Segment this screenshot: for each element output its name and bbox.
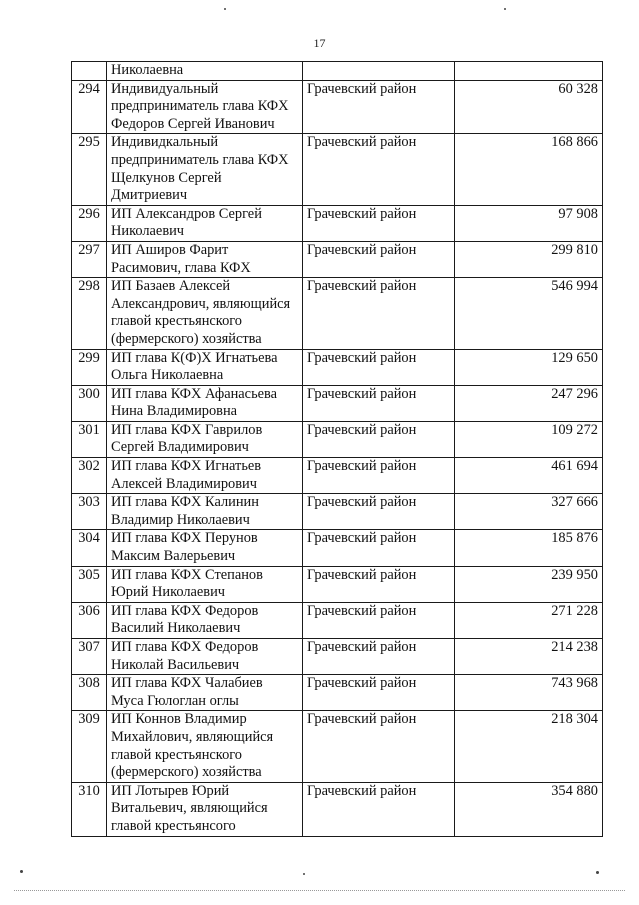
recipient-name-cell: ИП Коннов Владимир Михайлович, являющийся главой крестьянского (фермерского) хозяйства — [107, 711, 303, 782]
district-cell: Грачевский район — [303, 80, 455, 134]
row-number-cell: 307 — [72, 639, 107, 675]
table-row — [72, 711, 603, 782]
row-number-cell: 305 — [72, 566, 107, 602]
recipient-name-cell: Николаевна — [107, 62, 303, 81]
row-number-cell: 304 — [72, 530, 107, 566]
table-row — [72, 241, 603, 277]
recipient-name-cell: ИП Аширов Фарит Расимович, глава КФХ — [107, 241, 303, 277]
table-row — [72, 675, 603, 711]
table-row — [72, 205, 603, 241]
table-row — [72, 349, 603, 385]
row-number-cell: 301 — [72, 421, 107, 457]
scan-artifact-dot — [596, 871, 599, 874]
amount-cell: 214 238 — [455, 639, 603, 675]
district-cell: Грачевский район — [303, 421, 455, 457]
row-number-cell — [72, 62, 107, 81]
amount-cell: 546 994 — [455, 278, 603, 349]
table-row — [72, 639, 603, 675]
amount-cell: 271 228 — [455, 602, 603, 638]
table-row — [72, 134, 603, 205]
district-cell: Грачевский район — [303, 602, 455, 638]
row-number-cell: 309 — [72, 711, 107, 782]
row-number-cell: 298 — [72, 278, 107, 349]
amount-cell: 218 304 — [455, 711, 603, 782]
district-cell: Грачевский район — [303, 639, 455, 675]
row-number-cell: 302 — [72, 458, 107, 494]
table-row-continued — [72, 62, 603, 81]
district-cell: Грачевский район — [303, 711, 455, 782]
registry-table — [71, 61, 603, 837]
scan-artifact-dot — [224, 8, 226, 10]
recipient-name-cell: ИП глава КФХ Степанов Юрий Николаевич — [107, 566, 303, 602]
recipient-name-cell: ИП глава КФХ Афанасьева Нина Владимировна — [107, 385, 303, 421]
amount-cell: 461 694 — [455, 458, 603, 494]
amount-cell: 129 650 — [455, 349, 603, 385]
amount-cell: 327 666 — [455, 494, 603, 530]
row-number-cell: 310 — [72, 782, 107, 836]
recipient-name-cell: ИП глава КФХ Чалабиев Муса Гюлоглан оглы — [107, 675, 303, 711]
row-number-cell: 299 — [72, 349, 107, 385]
page-number: 17 — [313, 36, 326, 50]
recipient-name-cell: ИП глава К(Ф)Х Игнатьева Ольга Николаевна — [107, 349, 303, 385]
row-number-cell: 297 — [72, 241, 107, 277]
amount-cell: 247 296 — [455, 385, 603, 421]
recipient-name-cell: ИП Александров Сергей Николаевич — [107, 205, 303, 241]
table-row — [72, 80, 603, 134]
amount-cell: 109 272 — [455, 421, 603, 457]
table-row — [72, 458, 603, 494]
row-number-cell: 294 — [72, 80, 107, 134]
district-cell: Грачевский район — [303, 205, 455, 241]
table-row — [72, 278, 603, 349]
amount-cell — [455, 62, 603, 81]
district-cell — [303, 62, 455, 81]
scan-artifact-dot — [20, 870, 23, 873]
district-cell: Грачевский район — [303, 782, 455, 836]
table-row — [72, 494, 603, 530]
registry-table-body — [72, 62, 603, 837]
table-row — [72, 782, 603, 836]
district-cell: Грачевский район — [303, 566, 455, 602]
scan-artifact-dot — [303, 873, 305, 875]
recipient-name-cell: ИП глава КФХ Гаврилов Сергей Владимирович — [107, 421, 303, 457]
row-number-cell: 308 — [72, 675, 107, 711]
scan-artifact-dot — [504, 8, 506, 10]
recipient-name-cell: ИП Лотырев Юрий Витальевич, являющийся главой крестьянсого — [107, 782, 303, 836]
district-cell: Грачевский район — [303, 349, 455, 385]
district-cell: Грачевский район — [303, 241, 455, 277]
table-row — [72, 530, 603, 566]
amount-cell: 60 328 — [455, 80, 603, 134]
recipient-name-cell: Индивидкальный предприниматель глава КФХ Щелкунов Сергей Дмитриевич — [107, 134, 303, 205]
amount-cell: 354 880 — [455, 782, 603, 836]
row-number-cell: 295 — [72, 134, 107, 205]
row-number-cell: 303 — [72, 494, 107, 530]
amount-cell: 299 810 — [455, 241, 603, 277]
district-cell: Грачевский район — [303, 494, 455, 530]
recipient-name-cell: Индивидуальный предприниматель глава КФХ Федоров Сергей Иванович — [107, 80, 303, 134]
recipient-name-cell: ИП глава КФХ Перунов Максим Валерьевич — [107, 530, 303, 566]
district-cell: Грачевский район — [303, 530, 455, 566]
amount-cell: 185 876 — [455, 530, 603, 566]
table-row — [72, 566, 603, 602]
amount-cell: 97 908 — [455, 205, 603, 241]
table-row — [72, 421, 603, 457]
district-cell: Грачевский район — [303, 134, 455, 205]
recipient-name-cell: ИП глава КФХ Федоров Василий Николаевич — [107, 602, 303, 638]
row-number-cell: 300 — [72, 385, 107, 421]
district-cell: Грачевский район — [303, 675, 455, 711]
row-number-cell: 306 — [72, 602, 107, 638]
table-row — [72, 385, 603, 421]
row-number-cell: 296 — [72, 205, 107, 241]
amount-cell: 239 950 — [455, 566, 603, 602]
district-cell: Грачевский район — [303, 385, 455, 421]
district-cell: Грачевский район — [303, 278, 455, 349]
page-bottom-edge — [14, 890, 625, 891]
recipient-name-cell: ИП глава КФХ Калинин Владимир Николаевич — [107, 494, 303, 530]
amount-cell: 743 968 — [455, 675, 603, 711]
recipient-name-cell: ИП глава КФХ Федоров Николай Васильевич — [107, 639, 303, 675]
amount-cell: 168 866 — [455, 134, 603, 205]
recipient-name-cell: ИП глава КФХ Игнатьев Алексей Владимирович — [107, 458, 303, 494]
table-row — [72, 602, 603, 638]
recipient-name-cell: ИП Базаев Алексей Александрович, являющийся главой крестьянского (фермерского) хозяйства — [107, 278, 303, 349]
district-cell: Грачевский район — [303, 458, 455, 494]
